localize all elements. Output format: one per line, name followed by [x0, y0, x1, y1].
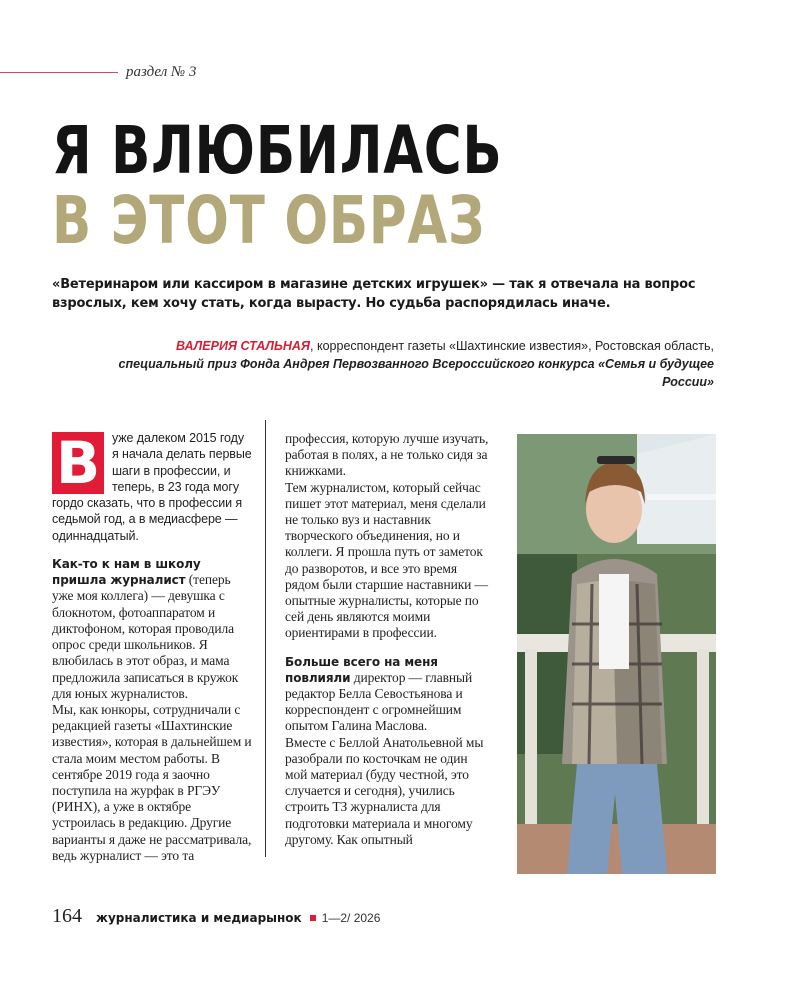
headline-line-1: Я ВЛЮБИЛАСЬ: [52, 112, 503, 189]
byline: [74, 337, 714, 391]
section-label: раздел № 3: [126, 64, 197, 80]
paragraph-lead-in: Как-то к нам в школу пришла журналист: [52, 557, 201, 588]
intro-paragraph: уже далеком 2015 году я начала делать первые шаги в профессии, и теперь, в 23 года могу гордо сказать, что в профессии я седьмой год, а в медиасфере — одиннадцатый.: [52, 431, 252, 543]
author-photo: [517, 434, 716, 874]
page-number: 164: [52, 905, 82, 927]
journal-name: журналистика и медиарынок: [96, 911, 302, 925]
paragraph-lead-in: Больше всего на меня повлияли: [285, 654, 438, 685]
author-award: специальный приз Фонда Андрея Первозванного Всероссийского конкурса «Семья и будущее России»: [118, 357, 714, 389]
page-footer: [52, 905, 380, 927]
paragraph: Больше всего на меня повлияли директор — главный редактор Белла Севостьянова и корреспондент с огромнейшим опытом Галина Маслова.: [285, 654, 473, 734]
paragraph: Мы, как юнкоры, сотрудничали с редакцией газеты «Шахтинские известия», которая в дальнейшем и стала моим местом работы. В сентябре 2019 года я заочно поступила на журфак в РГЭУ (РИНХ), а уже в октябре устроилась в редакцию. Другие варианты я даже не рассматривала, ведь журналист — это та: [52, 701, 252, 863]
author-name: ВАЛЕРИЯ СТАЛЬНАЯ: [175, 339, 311, 353]
section-divider-line: [0, 72, 118, 73]
author-position: , корреспондент газеты «Шахтинские известия», Ростовская область,: [310, 339, 714, 353]
drop-cap: В: [52, 432, 104, 494]
issue-number: 1—2/ 2026: [321, 911, 381, 925]
paragraph: профессия, которую лучше изучать, работая в полях, а не только сидя за книжками.: [285, 431, 489, 479]
paragraph: Как-то к нам в школу пришла журналист (теперь уже моя коллега) — девушка с блокнотом, фотоаппаратом и диктофоном, которая проводила опрос среди школьников. Я влюбилась в этот образ, и мама предложила записаться в кружок для юных журналистов.: [52, 557, 239, 701]
article-column-2: [285, 431, 490, 848]
red-square-icon: [310, 915, 316, 921]
headline-line-2: В ЭТОТ ОБРАЗ: [52, 182, 486, 259]
lead-paragraph: «Ветеринаром или кассиром в магазине детских игрушек» — так я отвечала на вопрос взрослых, кем хочу стать, когда вырасту. Но судьба распорядилась иначе.: [52, 277, 696, 311]
paragraph: Тем журналистом, который сейчас пишет этот материал, меня сделали не только вуз и наставник творческого объединения, но и коллеги. Я прошла путь от заметок до разворотов, и все это время рядом были старшие наставники — опытные журналисты, которые по сей день являются моими ориентирами в профессии.: [285, 479, 488, 641]
paragraph: Вместе с Беллой Анатольевной мы разобрали по косточкам не один мой материал (буду честной, это случается и сегодня), учились строить ТЗ журналиста для подготовки материала и многому другому. Как опытный: [285, 734, 484, 847]
article-column-1: [52, 430, 252, 864]
column-divider: [265, 420, 266, 857]
